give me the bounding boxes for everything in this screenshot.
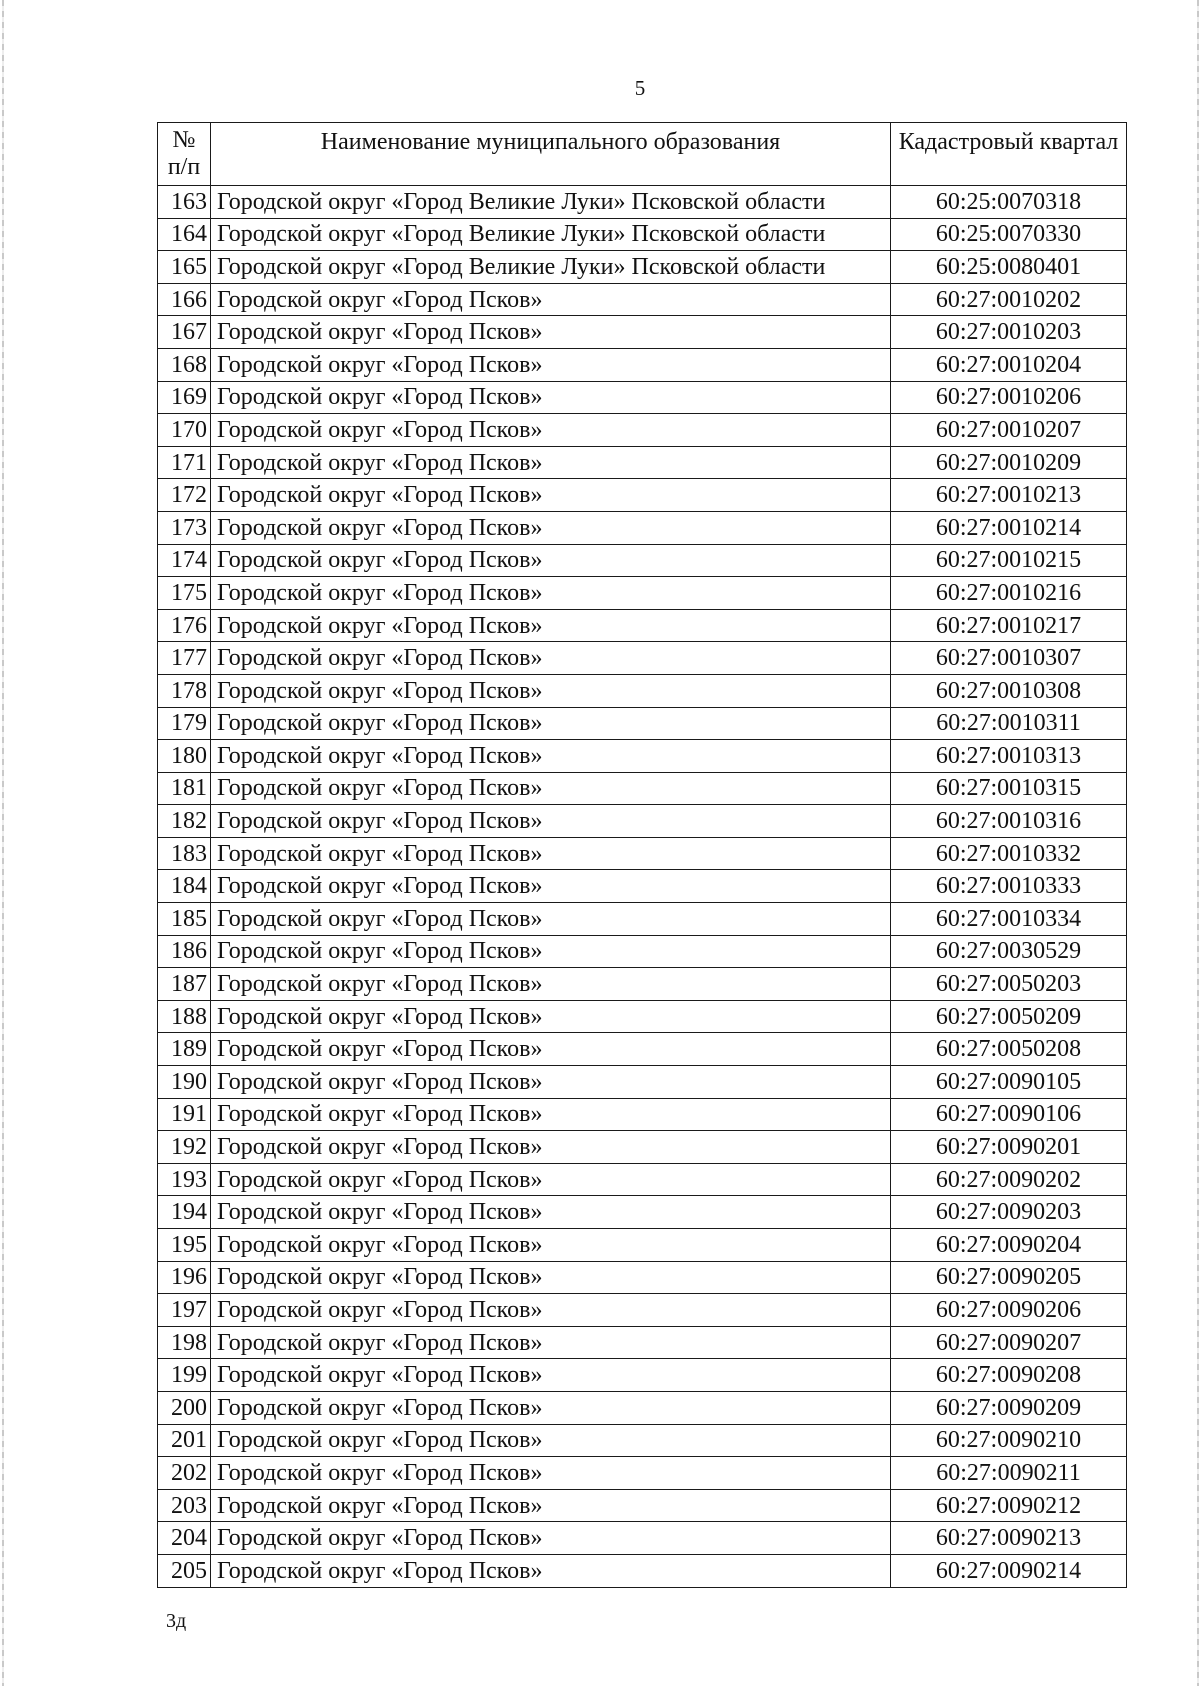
table-row <box>158 1294 1127 1327</box>
municipality-cell: Городской округ «Город Великие Луки» Псковской области <box>211 218 891 251</box>
table-row <box>158 414 1127 447</box>
table-row <box>158 316 1127 349</box>
municipality-cell: Городской округ «Город Псков» <box>211 577 891 610</box>
municipality-cell: Городской округ «Город Псков» <box>211 316 891 349</box>
cadastral-quarter-cell: 60:27:0090212 <box>891 1489 1127 1522</box>
cadastral-quarter-cell: 60:27:0010214 <box>891 511 1127 544</box>
cadastral-quarter-cell: 60:27:0050209 <box>891 1000 1127 1033</box>
municipality-cell: Городской округ «Город Псков» <box>211 935 891 968</box>
cadastral-quarter-cell: 60:27:0090213 <box>891 1522 1127 1555</box>
table-row <box>158 968 1127 1001</box>
table-row <box>158 903 1127 936</box>
cadastral-quarter-cell: 60:27:0090210 <box>891 1424 1127 1457</box>
cadastral-quarters-table <box>157 122 1127 1588</box>
municipality-cell: Городской округ «Город Псков» <box>211 1424 891 1457</box>
municipality-cell: Городской округ «Город Псков» <box>211 1489 891 1522</box>
row-number-cell: 169 <box>158 381 211 414</box>
row-number-cell: 204 <box>158 1522 211 1555</box>
municipality-cell: Городской округ «Город Псков» <box>211 1098 891 1131</box>
municipality-cell: Городской округ «Город Псков» <box>211 1261 891 1294</box>
row-number-cell: 184 <box>158 870 211 903</box>
cadastral-quarter-cell: 60:27:0010213 <box>891 479 1127 512</box>
municipality-cell: Городской округ «Город Псков» <box>211 805 891 838</box>
cadastral-quarter-cell: 60:27:0090202 <box>891 1163 1127 1196</box>
row-number-cell: 195 <box>158 1229 211 1262</box>
table-row <box>158 1261 1127 1294</box>
row-number-cell: 172 <box>158 479 211 512</box>
row-number-cell: 165 <box>158 251 211 284</box>
table-row <box>158 1457 1127 1490</box>
cadastral-quarter-cell: 60:27:0010209 <box>891 446 1127 479</box>
municipality-cell: Городской округ «Город Псков» <box>211 1326 891 1359</box>
municipality-cell: Городской округ «Город Псков» <box>211 968 891 1001</box>
row-number-cell: 173 <box>158 511 211 544</box>
municipality-cell: Городской округ «Город Псков» <box>211 1196 891 1229</box>
municipality-cell: Городской округ «Город Псков» <box>211 479 891 512</box>
row-number-cell: 176 <box>158 609 211 642</box>
cadastral-quarter-cell: 60:27:0050203 <box>891 968 1127 1001</box>
table-header-row <box>158 123 1127 186</box>
cadastral-quarter-cell: 60:27:0010216 <box>891 577 1127 610</box>
municipality-cell: Городской округ «Город Псков» <box>211 283 891 316</box>
row-number-cell: 182 <box>158 805 211 838</box>
cadastral-quarter-cell: 60:27:0090214 <box>891 1554 1127 1587</box>
table-row <box>158 218 1127 251</box>
row-number-cell: 168 <box>158 348 211 381</box>
table-row <box>158 1359 1127 1392</box>
row-number-cell: 203 <box>158 1489 211 1522</box>
municipality-cell: Городской округ «Город Псков» <box>211 1391 891 1424</box>
municipality-cell: Городской округ «Город Псков» <box>211 1229 891 1262</box>
municipality-cell: Городской округ «Город Псков» <box>211 544 891 577</box>
row-number-cell: 202 <box>158 1457 211 1490</box>
municipality-cell: Городской округ «Город Псков» <box>211 707 891 740</box>
table-row <box>158 186 1127 219</box>
cadastral-quarter-cell: 60:27:0010206 <box>891 381 1127 414</box>
row-number-cell: 183 <box>158 837 211 870</box>
table-row <box>158 251 1127 284</box>
header-number-line1: № <box>172 127 196 153</box>
table-row <box>158 577 1127 610</box>
row-number-cell: 196 <box>158 1261 211 1294</box>
municipality-cell: Городской округ «Город Псков» <box>211 674 891 707</box>
table-row <box>158 642 1127 675</box>
table-row <box>158 674 1127 707</box>
table-row <box>158 511 1127 544</box>
row-number-cell: 198 <box>158 1326 211 1359</box>
row-number-cell: 177 <box>158 642 211 675</box>
table-row <box>158 381 1127 414</box>
cadastral-quarter-cell: 60:27:0010308 <box>891 674 1127 707</box>
table-row <box>158 1098 1127 1131</box>
cadastral-quarter-cell: 60:25:0070330 <box>891 218 1127 251</box>
table-row <box>158 1131 1127 1164</box>
cadastral-quarter-cell: 60:27:0010307 <box>891 642 1127 675</box>
cadastral-quarter-cell: 60:27:0010311 <box>891 707 1127 740</box>
table-row <box>158 805 1127 838</box>
municipality-cell: Городской округ «Город Псков» <box>211 1359 891 1392</box>
row-number-cell: 199 <box>158 1359 211 1392</box>
scan-edge-left <box>2 0 4 1686</box>
row-number-cell: 186 <box>158 935 211 968</box>
cadastral-quarter-cell: 60:27:0090203 <box>891 1196 1127 1229</box>
table-row <box>158 1000 1127 1033</box>
cadastral-quarter-cell: 60:27:0090207 <box>891 1326 1127 1359</box>
cadastral-quarter-cell: 60:25:0070318 <box>891 186 1127 219</box>
municipality-cell: Городской округ «Город Псков» <box>211 1000 891 1033</box>
municipality-cell: Городской округ «Город Псков» <box>211 1131 891 1164</box>
municipality-cell: Городской округ «Город Псков» <box>211 837 891 870</box>
cadastral-quarter-cell: 60:27:0090105 <box>891 1066 1127 1099</box>
row-number-cell: 205 <box>158 1554 211 1587</box>
cadastral-quarter-cell: 60:27:0010215 <box>891 544 1127 577</box>
header-number-line2: п/п <box>167 154 201 180</box>
municipality-cell: Городской округ «Город Псков» <box>211 1163 891 1196</box>
table-row <box>158 1196 1127 1229</box>
table-body <box>158 186 1127 1588</box>
cadastral-quarter-cell: 60:27:0090106 <box>891 1098 1127 1131</box>
row-number-cell: 193 <box>158 1163 211 1196</box>
table-row <box>158 1424 1127 1457</box>
table-row <box>158 479 1127 512</box>
cadastral-quarter-cell: 60:27:0010333 <box>891 870 1127 903</box>
row-number-cell: 179 <box>158 707 211 740</box>
municipality-cell: Городской округ «Город Псков» <box>211 1033 891 1066</box>
table-row <box>158 446 1127 479</box>
table-row <box>158 1326 1127 1359</box>
table-row <box>158 609 1127 642</box>
row-number-cell: 188 <box>158 1000 211 1033</box>
municipality-cell: Городской округ «Город Псков» <box>211 609 891 642</box>
row-number-cell: 181 <box>158 772 211 805</box>
table-row <box>158 1066 1127 1099</box>
municipality-cell: Городской округ «Город Псков» <box>211 1457 891 1490</box>
table-row <box>158 1489 1127 1522</box>
row-number-cell: 197 <box>158 1294 211 1327</box>
cadastral-quarter-cell: 60:27:0030529 <box>891 935 1127 968</box>
cadastral-quarter-cell: 60:27:0050208 <box>891 1033 1127 1066</box>
municipality-cell: Городской округ «Город Псков» <box>211 1554 891 1587</box>
page-number: 5 <box>634 76 646 100</box>
municipality-cell: Городской округ «Город Псков» <box>211 903 891 936</box>
municipality-cell: Городской округ «Город Псков» <box>211 870 891 903</box>
municipality-cell: Городской округ «Город Псков» <box>211 642 891 675</box>
municipality-cell: Городской округ «Город Великие Луки» Псковской области <box>211 251 891 284</box>
row-number-cell: 201 <box>158 1424 211 1457</box>
table-row <box>158 740 1127 773</box>
row-number-cell: 163 <box>158 186 211 219</box>
cadastral-quarter-cell: 60:27:0010315 <box>891 772 1127 805</box>
cadastral-quarter-cell: 60:27:0010202 <box>891 283 1127 316</box>
table-row <box>158 1522 1127 1555</box>
row-number-cell: 167 <box>158 316 211 349</box>
cadastral-quarter-cell: 60:27:0090206 <box>891 1294 1127 1327</box>
municipality-cell: Городской округ «Город Псков» <box>211 348 891 381</box>
cadastral-quarter-cell: 60:27:0090201 <box>891 1131 1127 1164</box>
cadastral-quarter-cell: 60:27:0090211 <box>891 1457 1127 1490</box>
footer-mark: 3д <box>166 1610 187 1632</box>
table-row <box>158 544 1127 577</box>
cadastral-quarter-cell: 60:27:0090204 <box>891 1229 1127 1262</box>
cadastral-quarter-cell: 60:27:0090205 <box>891 1261 1127 1294</box>
row-number-cell: 180 <box>158 740 211 773</box>
row-number-cell: 170 <box>158 414 211 447</box>
cadastral-quarter-cell: 60:27:0010332 <box>891 837 1127 870</box>
table-row <box>158 1163 1127 1196</box>
cadastral-quarter-cell: 60:27:0090208 <box>891 1359 1127 1392</box>
cadastral-quarter-cell: 60:27:0010334 <box>891 903 1127 936</box>
municipality-cell: Городской округ «Город Псков» <box>211 740 891 773</box>
row-number-cell: 192 <box>158 1131 211 1164</box>
cadastral-quarter-cell: 60:27:0010316 <box>891 805 1127 838</box>
municipality-cell: Городской округ «Город Псков» <box>211 772 891 805</box>
municipality-cell: Городской округ «Город Псков» <box>211 1522 891 1555</box>
table-row <box>158 707 1127 740</box>
table-row <box>158 870 1127 903</box>
row-number-cell: 171 <box>158 446 211 479</box>
header-number <box>158 123 211 186</box>
cadastral-quarter-cell: 60:27:0010217 <box>891 609 1127 642</box>
row-number-cell: 200 <box>158 1391 211 1424</box>
cadastral-quarter-cell: 60:25:0080401 <box>891 251 1127 284</box>
row-number-cell: 194 <box>158 1196 211 1229</box>
row-number-cell: 175 <box>158 577 211 610</box>
municipality-cell: Городской округ «Город Псков» <box>211 511 891 544</box>
row-number-cell: 174 <box>158 544 211 577</box>
row-number-cell: 166 <box>158 283 211 316</box>
cadastral-quarter-cell: 60:27:0010203 <box>891 316 1127 349</box>
municipality-cell: Городской округ «Город Псков» <box>211 1066 891 1099</box>
row-number-cell: 191 <box>158 1098 211 1131</box>
table-row <box>158 348 1127 381</box>
row-number-cell: 185 <box>158 903 211 936</box>
row-number-cell: 164 <box>158 218 211 251</box>
cadastral-quarter-cell: 60:27:0010204 <box>891 348 1127 381</box>
municipality-cell: Городской округ «Город Великие Луки» Псковской области <box>211 186 891 219</box>
row-number-cell: 189 <box>158 1033 211 1066</box>
table-row <box>158 1229 1127 1262</box>
table-row <box>158 935 1127 968</box>
cadastral-quarter-cell: 60:27:0010313 <box>891 740 1127 773</box>
header-cadastral-quarter: Кадастровый квартал <box>891 123 1127 186</box>
municipality-cell: Городской округ «Город Псков» <box>211 414 891 447</box>
row-number-cell: 190 <box>158 1066 211 1099</box>
cadastral-quarter-cell: 60:27:0010207 <box>891 414 1127 447</box>
table-row <box>158 772 1127 805</box>
municipality-cell: Городской округ «Город Псков» <box>211 446 891 479</box>
scan-edge-right <box>1197 0 1199 1686</box>
table-row <box>158 837 1127 870</box>
table-row <box>158 283 1127 316</box>
row-number-cell: 187 <box>158 968 211 1001</box>
row-number-cell: 178 <box>158 674 211 707</box>
municipality-cell: Городской округ «Город Псков» <box>211 381 891 414</box>
header-municipality: Наименование муниципального образования <box>211 123 891 186</box>
cadastral-quarter-cell: 60:27:0090209 <box>891 1391 1127 1424</box>
table-row <box>158 1391 1127 1424</box>
table-row <box>158 1554 1127 1587</box>
table-row <box>158 1033 1127 1066</box>
municipality-cell: Городской округ «Город Псков» <box>211 1294 891 1327</box>
